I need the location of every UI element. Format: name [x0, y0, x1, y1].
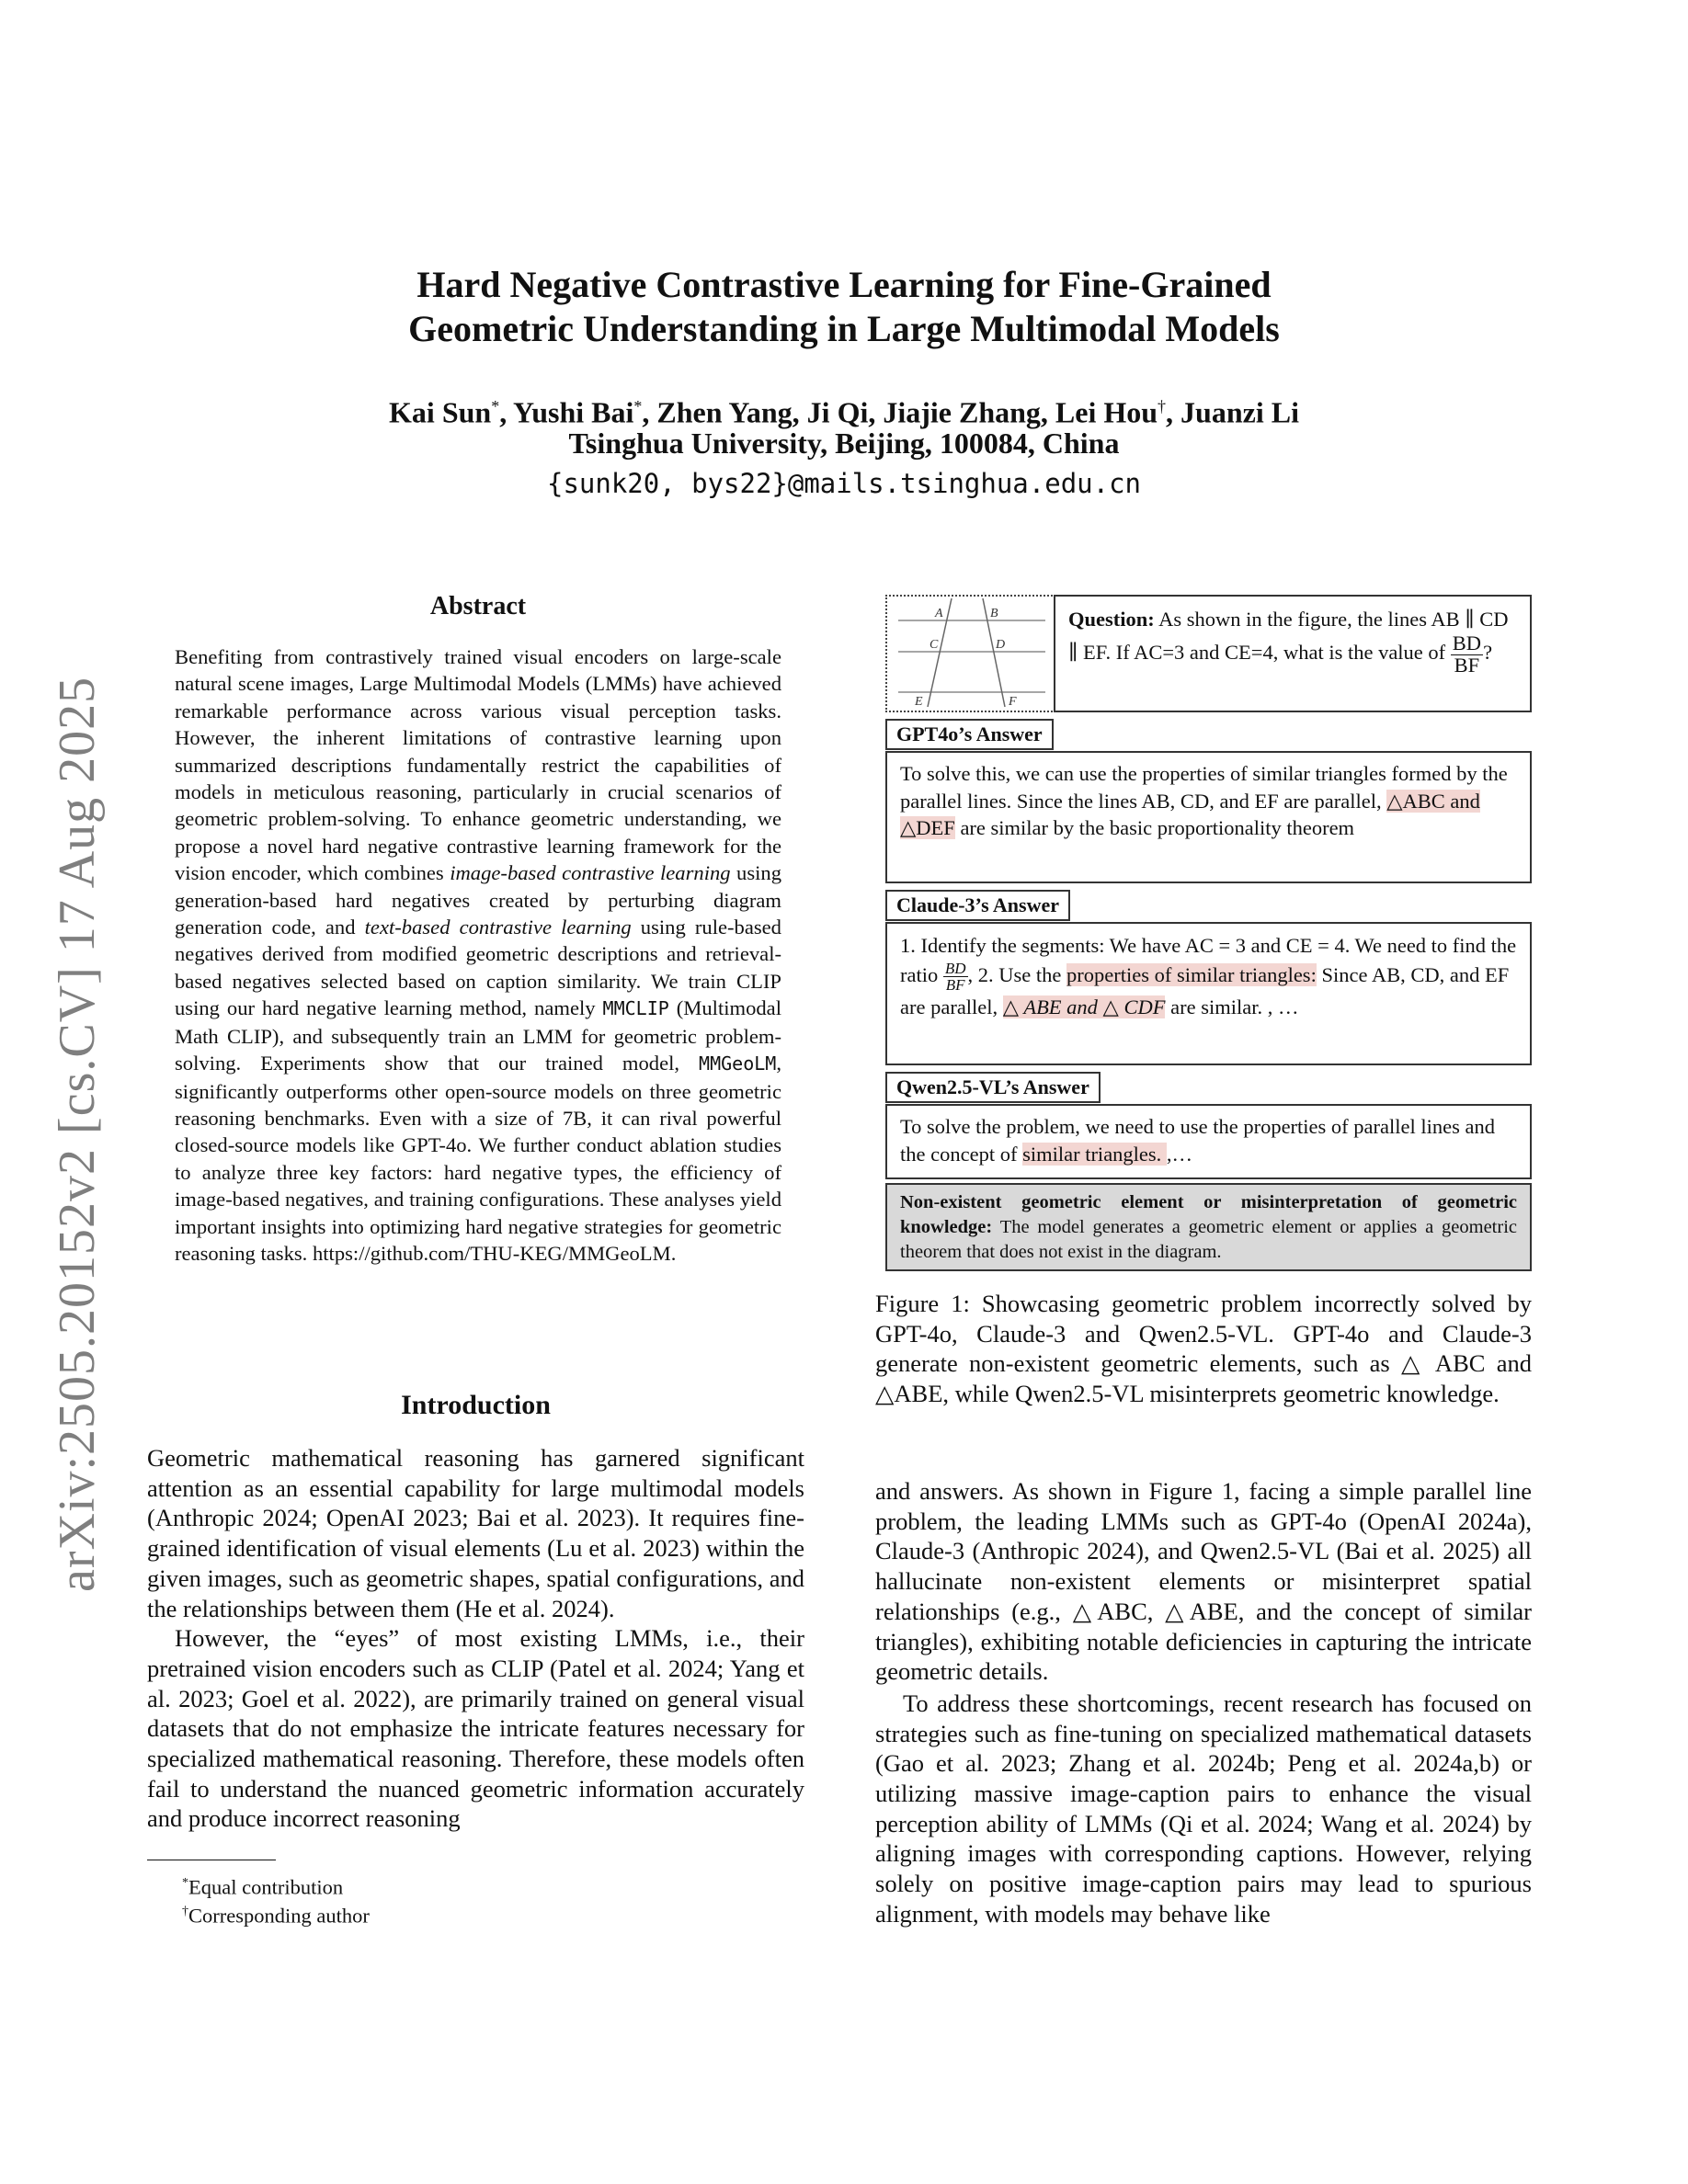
authors-middle: Zhen Yang, Ji Qi, Jiajie Zhang, Lei Hou	[656, 395, 1158, 429]
error-note-text: The model generates a geometric element or applies a geometric theorem that does not exist in the diagram.	[900, 1217, 1517, 1262]
point-label-b: B	[990, 607, 998, 620]
question-label: Question:	[1068, 608, 1155, 631]
intro-paragraph-1: Geometric mathematical reasoning has garnered significant attention as an essential capability for large multimodal models (Anthropic 2024; OpenAI 2023; Bai et al. 2023). It requires fine-grained identification of visual elements (Lu et al. 2023) within the given images, such as geometric shapes, spatial configurations, and the relationships between them (He et al. 2024).	[147, 1444, 804, 1622]
affiliation: Tsinghua University, Beijing, 100084, China	[568, 427, 1120, 460]
point-label-d: D	[996, 638, 1006, 652]
qwen-answer-label: Qwen2.5-VL’s Answer	[885, 1072, 1101, 1103]
abstract-body	[175, 643, 781, 1267]
error-note-box	[885, 1183, 1532, 1271]
abstract-text-1: Benefiting from contrastively trained visual encoders on large-scale natural scene images, Large Multimodal Models (LMMs) have achieved remarkable performance across various visual perception tasks. However, the inherent limitations of contrastive learning upon summarized descriptions fundamentally restrict the capabilities of models in meticulous reasoning, particularly in crucial scenarios of geometric problem-solving. To enhance geometric understanding, we propose a novel hard negative contrastive learning framework for the vision encoder, which combines	[175, 645, 781, 885]
gpt4o-highlight: △ABC and △DEF	[900, 789, 1480, 840]
point-label-f: F	[1009, 695, 1017, 709]
equal-contrib-mark: *	[633, 397, 643, 415]
author-list: Kai Sun*, Yushi Bai*, Zhen Yang, Ji Qi, Jiajie Zhang, Lei Hou†, Juanzi Li	[389, 395, 1299, 429]
geometry-diagram	[885, 595, 1056, 712]
author-1: Kai Sun	[389, 395, 492, 429]
qwen-answer-box	[885, 1104, 1532, 1179]
right-paragraph-1: and answers. As shown in Figure 1, facing a simple parallel line problem, the leading LMMs such as GPT-4o (OpenAI 2024a), Claude-3 (Anthropic 2024), and Qwen2.5-VL (Bai et al. 2025) all hallucinate non-existent elements or misinterpret spatial relationships (e.g., △ABC, △ABE, and the concept of similar triangles), exhibiting notable deficiencies in capturing the intricate geometric details.	[875, 1477, 1532, 1686]
claude3-fraction-num: BD	[944, 960, 966, 978]
claude3-fraction-den: BF	[945, 976, 965, 995]
parallel-lines-svg	[887, 597, 1055, 711]
title-line-1: Hard Negative Contrastive Learning for Fine-Grained	[416, 264, 1272, 305]
abstract-text-2: using generation-based hard negatives created by perturbing diagram generation code, and	[175, 861, 781, 939]
abstract-heading	[175, 592, 781, 621]
footnote-1-text: Equal contribution	[188, 1875, 344, 1899]
introduction-heading: Introduction	[401, 1390, 551, 1420]
point-label-e: E	[915, 695, 923, 709]
question-fraction-den: BF	[1454, 653, 1480, 677]
point-label-c: C	[930, 638, 939, 652]
abstract-text-5: , significantly outperforms other open-source models on three geometric reasoning benchmarks. Even with a size of 7B, it can rival powerful closed-source models like GPT-4o. We further conduct ablation studies to analyze three key factors: hard negative types, the efficiency of image-based negatives, and training configurations. These analyses yield important insights into optimizing hard negative strategies for geometric reasoning tasks. https://github.com/THU-KEG/MMGeoLM.	[175, 1052, 781, 1265]
abstract-emphasis-1: image-based contrastive learning	[450, 861, 731, 885]
abstract-code-mmgeolm: MMGeoLM	[699, 1052, 777, 1075]
claude3-fraction	[943, 961, 968, 993]
claude3-text-4: are similar. , …	[1165, 995, 1299, 1019]
question-end: ?	[1483, 641, 1493, 665]
claude3-highlight-1: properties of similar triangles:	[1066, 963, 1317, 986]
right-paragraph-2: To address these shortcomings, recent research has focused on strategies such as fine-tuning on specialized mathematical datasets (Gao et al. 2023; Zhang et al. 2024b; Peng et al. 2024a,b) or utilizing massive image-caption pairs to enhance the visual perception ability of LMMs (Qi et al. 2024; Wang et al. 2024) by aligning images with corresponding captions. However, relying solely on positive image-caption pairs may lead to spurious alignment, with models may behave like	[875, 1689, 1532, 1928]
qwen-text-2: ,…	[1166, 1142, 1193, 1166]
email: {sunk20, bys22}@mails.tsinghua.edu.cn	[546, 468, 1141, 499]
claude3-text-1: 1. Identify the segments: We have AC = 3 and CE = 4. We need to find the ratio	[900, 934, 1517, 986]
qwen-highlight: similar triangles.	[1022, 1142, 1167, 1166]
arxiv-identifier: arXiv:2505.20152v2 [cs.CV] 17 Aug 2025	[49, 676, 106, 1592]
question-box	[1054, 595, 1532, 712]
qwen-text-1: To solve the problem, we need to use the properties of parallel lines and the concept of	[900, 1115, 1495, 1166]
claude3-text-2: , 2. Use the	[967, 963, 1067, 986]
author-last: Juanzi Li	[1180, 395, 1299, 429]
gpt4o-text-1: To solve this, we can use the properties of similar triangles formed by the parallel lines. Since the lines AB, CD, and EF are parallel,	[900, 762, 1508, 813]
footnote-2-mark: †	[182, 1905, 188, 1918]
footnote-2	[182, 1898, 370, 1930]
corresponding-mark: †	[1158, 397, 1167, 415]
claude3-answer-box	[885, 922, 1532, 1065]
question-text: As shown in the figure, the lines AB ∥ CD ∥ EF. If AC=3 and CE=4, what is the value of	[1068, 608, 1509, 665]
abstract-heading-text: Abstract	[429, 592, 527, 620]
author-2: Yushi Bai	[513, 395, 634, 429]
right-column-body	[875, 1476, 1532, 1929]
claude3-highlight-2: △ ABE and △ CDF	[1002, 995, 1166, 1019]
footnote-2-text: Corresponding author	[188, 1904, 370, 1928]
abstract-text-4: (Multimodal Math CLIP), and subsequently train an LMM for geometric problem-solving. Experiments show that our trained model,	[175, 996, 781, 1075]
title-line-2: Geometric Understanding in Large Multimodal Models	[408, 308, 1280, 349]
claude3-answer-label: Claude-3’s Answer	[885, 890, 1070, 921]
question-fraction	[1451, 633, 1483, 676]
paper-title	[0, 263, 1688, 351]
abstract-code-mmclip: MMCLIP	[602, 997, 669, 1020]
footnote-1	[182, 1870, 343, 1902]
introduction-body	[147, 1443, 804, 1834]
footnote-1-mark: *	[182, 1876, 188, 1890]
abstract-emphasis-2: text-based contrastive learning	[364, 916, 632, 939]
gpt4o-text-2: are similar by the basic proportionality theorem	[954, 816, 1355, 840]
intro-paragraph-2: However, the “eyes” of most existing LMMs, i.e., their pretrained vision encoders such as CLIP (Patel et al. 2024; Yang et al. 2023; Goel et al. 2022), are primarily trained on general visual datasets that do not emphasize the intricate features necessary for specialized mathematical reasoning. Therefore, these models often fail to understand the nuanced geometric information accurately and produce incorrect reasoning	[147, 1624, 804, 1833]
question-fraction-num: BD	[1452, 631, 1482, 654]
equal-contrib-mark: *	[491, 397, 500, 415]
gpt4o-answer-box	[885, 751, 1532, 883]
claude3-text-3: Since AB, CD, and EF are parallel,	[900, 963, 1510, 1019]
gpt4o-answer-label: GPT4o’s Answer	[885, 719, 1054, 750]
point-label-a: A	[935, 607, 943, 620]
abstract-text-3: using rule-based negatives derived from modified geometric descriptions and retrieval-based negatives selected based on caption similarity. We train CLIP using our hard negative learning method, namely	[175, 916, 781, 1020]
error-note-title: Non-existent geometric element or misinterpretation of geometric knowledge:	[900, 1192, 1517, 1237]
figure-caption: Figure 1: Showcasing geometric problem incorrectly solved by GPT-4o, Claude-3 and Qwen2.5-VL. GPT-4o and Claude-3 generate non-existent geometric elements, such as △ ABC and △ABE, while Qwen2.5-VL misinterprets geometric knowledge.	[875, 1290, 1532, 1408]
